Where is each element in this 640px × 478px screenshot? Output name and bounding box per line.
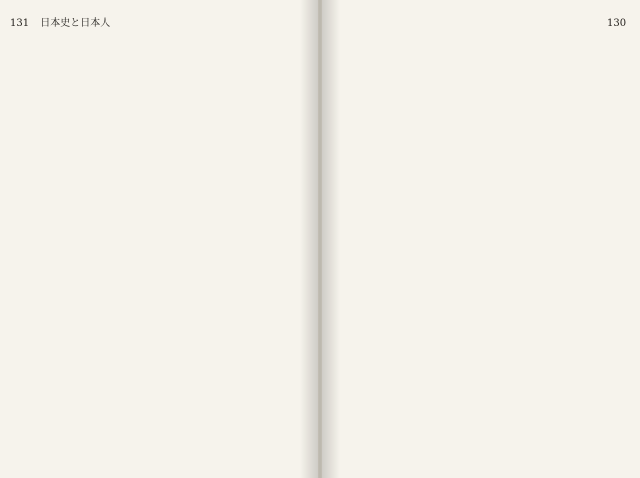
right-page-number: 130 (607, 18, 627, 29)
right-page-header (607, 16, 626, 32)
right-page-body (338, 42, 618, 462)
left-page-number: 131 (10, 18, 30, 29)
left-page (0, 0, 318, 478)
right-page (322, 0, 640, 478)
running-head: 日本史と日本人 (40, 18, 111, 29)
left-page-header (10, 16, 110, 32)
left-page-body (18, 42, 294, 462)
